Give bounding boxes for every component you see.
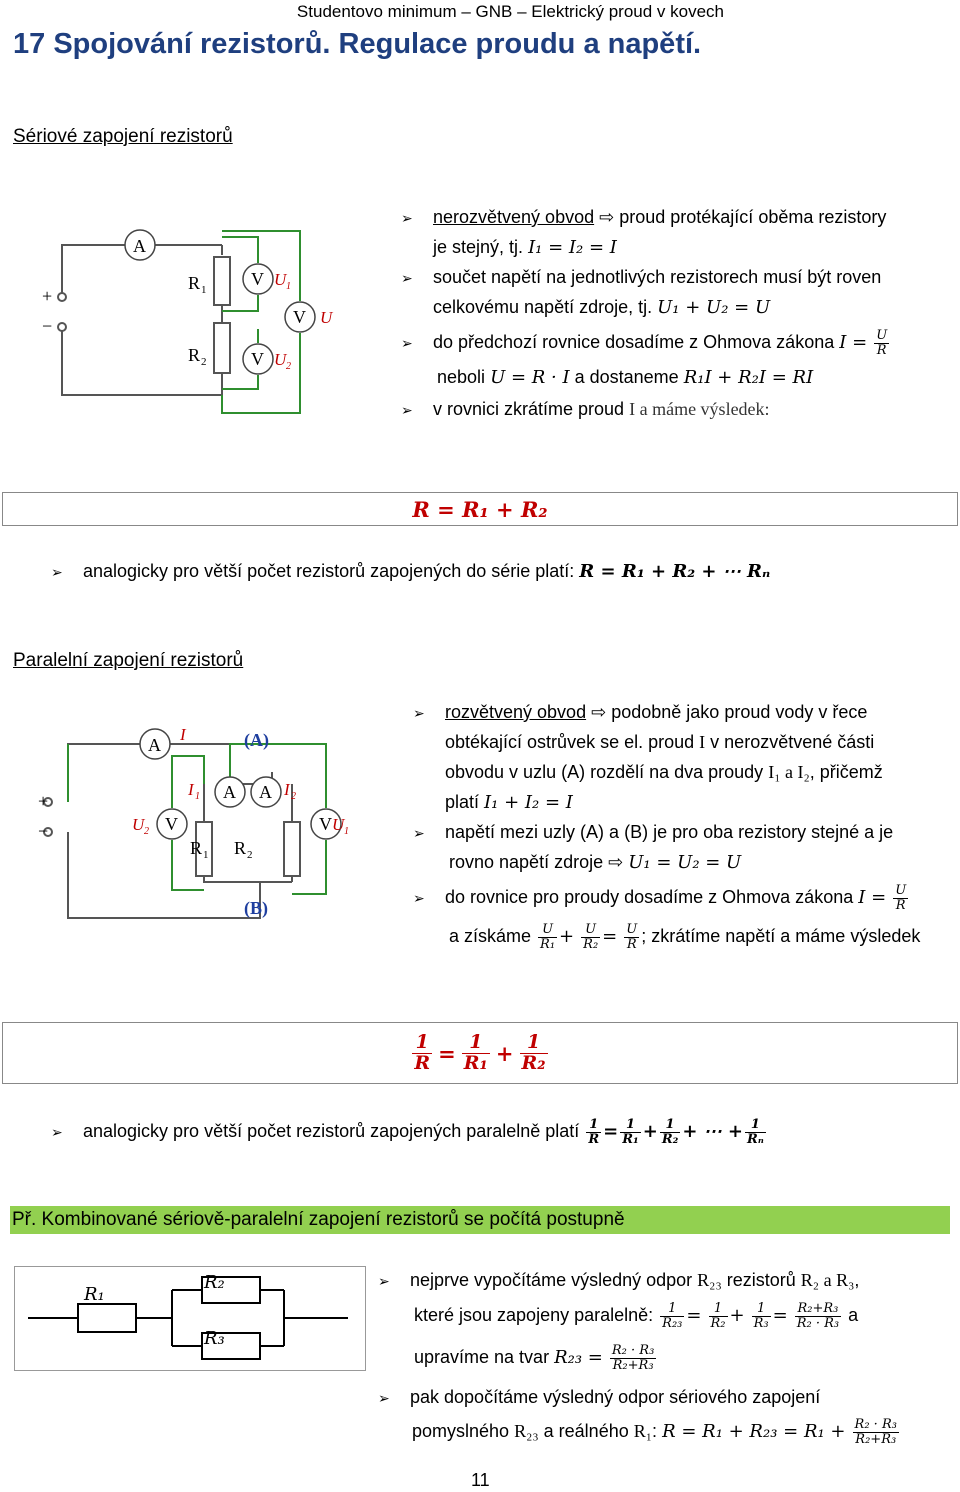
series-result-formula: R = R₁ + R₂	[412, 496, 548, 522]
p-i1-sub: 1	[195, 791, 200, 802]
example-bullet-1-line3: upravíme na tvar R₂₃ = $\frac{\text{R₂ · R₃}}{\text{R₂+R₃}}$	[414, 1343, 655, 1374]
c-r3-label: R₃	[204, 1328, 225, 1349]
r2-sub: 2	[201, 356, 207, 368]
hollow-arrow-icon: ⇨	[599, 207, 615, 227]
bullet-arrow-icon: ➢	[401, 270, 413, 286]
u2-label: U	[274, 350, 287, 369]
series-bullet-1: ➢ nerozvětvený obvod ⇨ proud protékající oběma rezistory	[433, 202, 886, 233]
p-u1-label: U	[332, 815, 345, 834]
p-u2-label: U	[132, 815, 145, 834]
series-bullet-3-line2: neboli U = R · I a dostaneme R₁I + R₂I = RI	[437, 367, 814, 388]
p-i-label: I	[180, 725, 186, 744]
u2-sub: 2	[286, 361, 291, 372]
bullet-arrow-icon: ➢	[378, 1390, 390, 1406]
p-v2-label: V	[319, 814, 332, 834]
example-bullet-2: ➢ pak dopočítáme výsledný odpor sériového zapojení	[410, 1382, 820, 1413]
series-bullet-1-line2: je stejný, tj. I₁ = I₂ = I	[433, 237, 617, 258]
bullet-arrow-icon: ➢	[51, 564, 63, 580]
parallel-bullet-3-line2: a získáme $\frac{U}{\text{R₁}}$ + $\frac{U}{\text{R₂}}$ = $\frac{U}{R}$ ; zkrátíme napětí a máme výsledek	[449, 922, 921, 953]
p-a1-label: A	[223, 782, 236, 802]
p-r1-label: R	[190, 838, 203, 858]
example-banner: Př. Kombinované sériově-paralelní zapojení rezistorů se počítá postupně	[10, 1206, 950, 1234]
bullet-arrow-icon: ➢	[401, 210, 413, 226]
p-ammeter-label: A	[148, 735, 161, 755]
p-a2-label: A	[259, 782, 272, 802]
example-bullet-1-line2: které jsou zapojeny paralelně: $\frac{1}{\text{R₂₃}}$ = $\frac{1}{\text{R₂}}$ + $\frac{1}{\text{R₃}}$ = $\frac{\text{R₂+R₃}}{\text{R₂ · R₃}}$ a	[414, 1301, 859, 1332]
parallel-bullet-1-line2: obtékající ostrůvek se el. proud I v nerozvětvené části	[445, 732, 875, 752]
parallel-result-box	[2, 1022, 958, 1084]
series-result-box	[2, 492, 958, 526]
node-a-label: (A)	[244, 730, 269, 750]
parallel-analog-bullet: ➢ analogicky pro větší počet rezistorů zapojených paralelně platí $\frac{1}{R}$ = $\frac{1}{\text{R₁}}$ + $\frac{1}{\text{R₂}}$ + ⋯ + $\frac{1}{\text{Rₙ}}$	[51, 1117, 764, 1148]
v2-label: V	[251, 349, 264, 369]
p-r2-label: R	[234, 838, 247, 858]
r2-label: R	[188, 345, 201, 365]
p-i2-label: I	[284, 780, 290, 799]
p-r2-sub: 2	[247, 849, 253, 861]
series-bullet-2: ➢ součet napětí na jednotlivých rezistorech musí být roven	[433, 262, 881, 293]
r1-label: R	[188, 273, 201, 293]
combined-circuit-diagram	[14, 1266, 366, 1371]
bullet-arrow-icon: ➢	[413, 825, 425, 841]
parallel-circuit-diagram	[30, 722, 370, 932]
example-bullet-2-line2: pomyslného R₂₃ a reálného R₁: R = R₁ + R₂₃ = R₁ + $\frac{\text{R₂ · R₃}}{\text{R₂+R₃}}$	[412, 1417, 897, 1448]
parallel-bullet-1-line4: platí I₁ + I₂ = I	[445, 792, 573, 813]
v-label: V	[293, 307, 306, 327]
series-analog-bullet: ➢ analogicky pro větší počet rezistorů zapojených do série platí: R = R₁ + R₂ + ⋯ Rₙ	[83, 556, 770, 587]
p-u1-sub: 1	[344, 826, 349, 837]
p-minus-sign: −	[38, 821, 49, 841]
bullet-arrow-icon: ➢	[401, 335, 413, 351]
bullet-arrow-icon: ➢	[413, 890, 425, 906]
page-title: 17 Spojování rezistorů. Regulace proudu a napětí.	[13, 28, 702, 60]
parallel-bullet-1-line3: obvodu v uzlu (A) rozdělí na dva proudy I₁ a I₂, přičemž	[445, 762, 883, 782]
series-bullet-3: ➢ do předchozí rovnice dosadíme z Ohmova zákona I = $\frac{U}{R}$	[401, 328, 888, 359]
p-u2-sub: 2	[144, 826, 149, 837]
u1-sub: 1	[286, 281, 291, 292]
bullet-arrow-icon: ➢	[51, 1124, 63, 1140]
p-r1-sub: 1	[203, 849, 209, 861]
p-plus-sign: +	[38, 791, 49, 811]
page-number: 11	[471, 1470, 490, 1490]
example-bullet-1: ➢ nejprve vypočítáme výsledný odpor R₂₃ rezistorů R₂ a R₃,	[410, 1265, 859, 1296]
bullet-arrow-icon: ➢	[401, 402, 413, 418]
hollow-arrow-icon: ⇨	[608, 852, 624, 872]
series-bullet-4: ➢ v rovnici zkrátíme proud I a máme výsledek:	[433, 394, 770, 425]
parallel-bullet-2-line2: rovno napětí zdroje ⇨ U₁ = U₂ = U	[449, 852, 742, 873]
u-label: U	[320, 308, 333, 327]
parallel-result-formula: $\frac{1}{R}$ = $\frac{1}{\text{R₁}}$ + $\frac{1}{\text{R₂}}$	[414, 1031, 546, 1074]
p-v-label: V	[165, 814, 178, 834]
series-circuit-diagram	[30, 225, 350, 420]
p-i1-label: I	[188, 780, 194, 799]
series-bullet-2-line2: celkovému napětí zdroje, tj. U₁ + U₂ = U	[433, 297, 771, 318]
node-b-label: (B)	[244, 898, 268, 918]
parallel-heading: Paralelní zapojení rezistorů	[13, 650, 244, 671]
v1-label: V	[251, 269, 264, 289]
u1-label: U	[274, 270, 287, 289]
parallel-bullet-2: ➢ napětí mezi uzly (A) a (B) je pro oba rezistory stejné a je	[445, 817, 893, 848]
c-r2-label: R₂	[204, 1272, 225, 1293]
c-r1-label: R₁	[84, 1284, 105, 1305]
r1-sub: 1	[201, 284, 207, 296]
bullet-arrow-icon: ➢	[378, 1273, 390, 1289]
minus-sign: −	[42, 316, 53, 336]
hollow-arrow-icon: ⇨	[591, 702, 607, 722]
plus-sign: +	[42, 286, 53, 306]
bullet-arrow-icon: ➢	[413, 705, 425, 721]
page-header: Studentovo minimum – GNB – Elektrický proud v kovech	[296, 2, 724, 21]
series-heading: Sériové zapojení rezistorů	[13, 126, 233, 147]
parallel-bullet-1: ➢ rozvětvený obvod ⇨ podobně jako proud vody v řece	[445, 697, 867, 728]
p-i2-sub: 2	[291, 791, 296, 802]
ammeter-label: A	[133, 236, 146, 256]
parallel-bullet-3: ➢ do rovnice pro proudy dosadíme z Ohmova zákona I = $\frac{U}{R}$	[413, 883, 907, 914]
